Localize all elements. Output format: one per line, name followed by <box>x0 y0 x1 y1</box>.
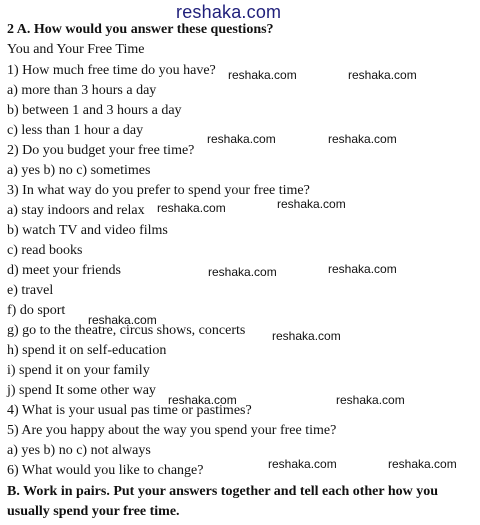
watermark-label: reshaka.com <box>277 197 346 211</box>
task-a-heading: 2 A. How would you answer these questions? <box>7 22 274 37</box>
watermark-label: reshaka.com <box>168 393 237 407</box>
watermark-top: reshaka.com <box>176 2 282 22</box>
watermark-label: reshaka.com <box>348 68 417 82</box>
question-3: 3) In what way do you prefer to spend your free time? <box>7 183 310 198</box>
watermark-label: reshaka.com <box>388 457 457 471</box>
option-3i: i) spend it on your family <box>7 363 150 378</box>
option-3d: d) meet your friends <box>7 263 121 278</box>
option-3h: h) spend it on self-education <box>7 343 167 358</box>
option-3b: b) watch TV and video films <box>7 223 168 238</box>
watermark-label: reshaka.com <box>208 265 277 279</box>
watermark-label: reshaka.com <box>207 132 276 146</box>
option-3e: e) travel <box>7 283 54 298</box>
options-2: a) yes b) no c) sometimes <box>7 163 151 178</box>
watermark-label: reshaka.com <box>88 313 157 327</box>
question-2: 2) Do you budget your free time? <box>7 143 195 158</box>
section-title: You and Your Free Time <box>7 42 145 57</box>
watermark-label: reshaka.com <box>328 132 397 146</box>
option-3a: a) stay indoors and relax <box>7 203 145 218</box>
option-3f: f) do sport <box>7 303 66 318</box>
task-b-line-2: usually spend your free time. <box>7 504 180 519</box>
option-1a: a) more than 3 hours a day <box>7 83 157 98</box>
option-3c: c) read books <box>7 243 83 258</box>
question-6: 6) What would you like to change? <box>7 463 204 478</box>
task-b-line-1: B. Work in pairs. Put your answers together and tell each other how you <box>7 484 439 499</box>
question-1: 1) How much free time do you have? <box>7 63 216 78</box>
question-4: 4) What is your usual pas time or pastimes? <box>7 403 252 418</box>
watermark-label: reshaka.com <box>272 329 341 343</box>
watermark-label: reshaka.com <box>328 262 397 276</box>
option-1c: c) less than 1 hour a day <box>7 123 144 138</box>
option-1b: b) between 1 and 3 hours a day <box>7 103 182 118</box>
options-5: a) yes b) no c) not always <box>7 443 151 458</box>
watermark-label: reshaka.com <box>268 457 337 471</box>
option-3j: j) spend It some other way <box>7 383 156 398</box>
watermark-label: reshaka.com <box>228 68 297 82</box>
question-5: 5) Are you happy about the way you spend your free time? <box>7 423 337 438</box>
watermark-label: reshaka.com <box>157 201 226 215</box>
option-3g: g) go to the theatre, circus shows, concerts <box>7 323 246 338</box>
watermark-label: reshaka.com <box>336 393 405 407</box>
